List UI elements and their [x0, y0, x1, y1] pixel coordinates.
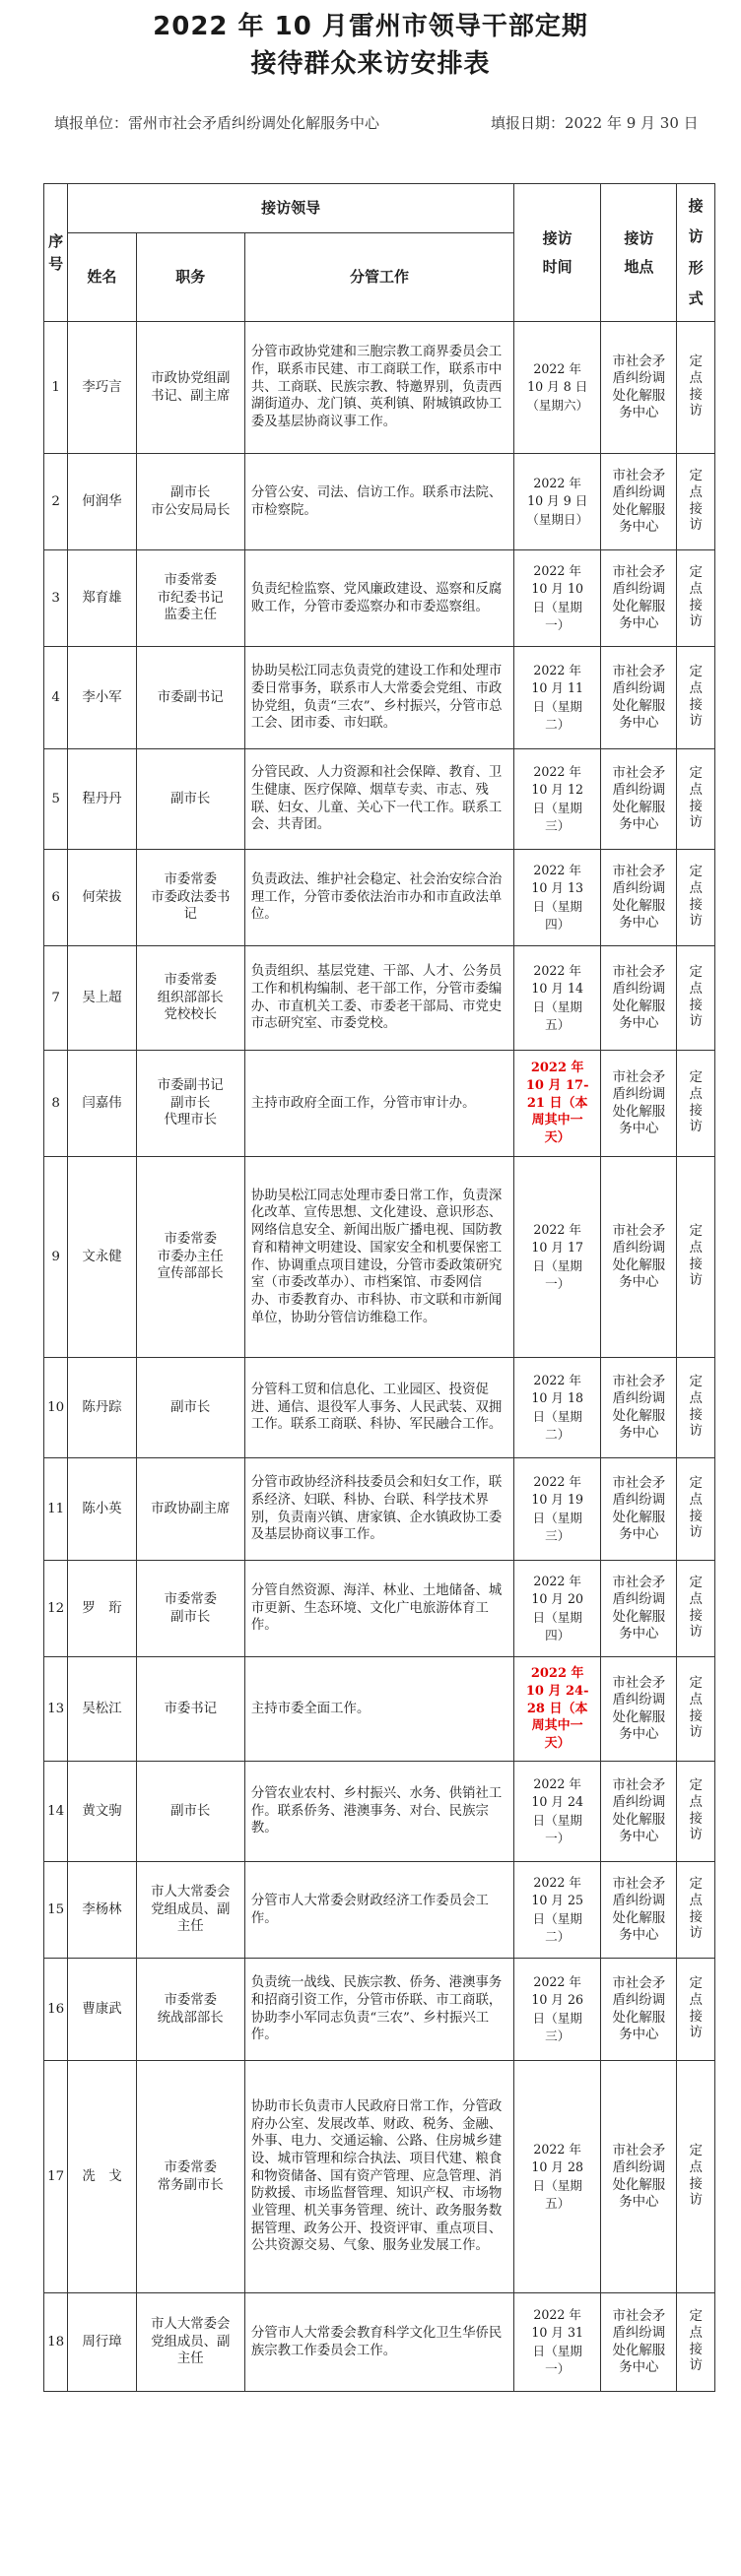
row-position-text: 市人大常委会党组成员、副主任 [151, 2316, 231, 2367]
table-row [44, 1762, 715, 1862]
row-position [136, 550, 244, 647]
row-seq-text: 10 [47, 1399, 65, 1415]
row-name-text: 陈小英 [82, 1501, 122, 1516]
row-position [136, 454, 244, 550]
row-duty [244, 1358, 513, 1458]
row-name [68, 1657, 136, 1762]
row-seq-text: 9 [51, 1249, 60, 1264]
row-location-text: 市社会矛盾纠纷调处化解服务中心 [612, 965, 666, 1031]
row-position [136, 1762, 244, 1862]
row-form [677, 647, 715, 749]
row-seq [44, 550, 68, 647]
row-duty [244, 1561, 513, 1657]
row-location-text: 市社会矛盾纠纷调处化解服务中心 [612, 1476, 666, 1542]
row-time [514, 1762, 601, 1862]
row-name [68, 454, 136, 550]
row-time [514, 1458, 601, 1561]
row-time [514, 454, 601, 550]
row-form-text: 定点接访 [689, 965, 703, 1030]
row-location [601, 1657, 677, 1762]
row-duty-text: 主持市委全面工作。 [250, 1701, 370, 1716]
row-position-text: 副市长 [170, 791, 211, 806]
row-position [136, 1862, 244, 1959]
row-time [514, 1959, 601, 2061]
row-duty [244, 1458, 513, 1561]
row-time-text: 2022 年 10 月 24 日（星期一） [531, 1776, 584, 1845]
table-row [44, 454, 715, 550]
row-location-text: 市社会矛盾纠纷调处化解服务中心 [612, 766, 666, 832]
row-duty [244, 1762, 513, 1862]
row-time [514, 749, 601, 850]
table-row [44, 1358, 715, 1458]
row-form-text: 定点接访 [689, 865, 703, 930]
row-form-text: 定点接访 [689, 1676, 703, 1741]
row-location-text: 市社会矛盾纠纷调处化解服务中心 [612, 1375, 666, 1441]
row-location [601, 2061, 677, 2293]
row-location-text: 市社会矛盾纠纷调处化解服务中心 [612, 1778, 666, 1844]
row-seq-text: 16 [47, 2001, 65, 2017]
row-position [136, 1157, 244, 1358]
row-name [68, 1862, 136, 1959]
row-name-text: 周行璋 [82, 2334, 122, 2350]
row-seq-text: 2 [51, 493, 60, 509]
row-form-text: 定点接访 [689, 469, 703, 534]
row-form [677, 850, 715, 946]
row-duty [244, 322, 513, 454]
table-row [44, 850, 715, 946]
row-duty [244, 1959, 513, 2061]
row-seq-text: 4 [51, 689, 60, 705]
row-position [136, 946, 244, 1051]
row-form [677, 454, 715, 550]
row-name [68, 1157, 136, 1358]
row-time-text: 2022 年 10 月 19 日（星期三） [531, 1474, 584, 1543]
row-time [514, 1862, 601, 1959]
row-name [68, 850, 136, 946]
row-seq-text: 7 [51, 990, 60, 1005]
reporting-date: 填报日期：2022 年 9 月 30 日 [491, 114, 699, 132]
row-name-text: 何润华 [82, 493, 122, 509]
row-duty [244, 1157, 513, 1358]
table-row [44, 749, 715, 850]
row-form-text: 定点接访 [689, 565, 703, 630]
row-position-text: 市委常委 市纪委书记 监委主任 [157, 572, 224, 623]
row-seq-text: 1 [51, 379, 60, 395]
row-name [68, 2061, 136, 2293]
row-position-text: 副市长 市公安局局长 [151, 484, 231, 518]
row-time-text: 2022 年 10 月 14 日（星期五） [531, 963, 584, 1032]
row-seq [44, 2061, 68, 2293]
row-duty-text: 协助吴松江同志负责党的建设工作和处理市委日常事务，联系市人大常委会党组、市政协党组，负责“三农”、乡村振兴，分管市总工会、团市委、市妇联。 [250, 664, 503, 732]
row-time-text: 2022 年 10 月 20 日（星期四） [531, 1574, 584, 1642]
row-duty-text: 协助市长负责市人民政府日常工作，分管政府办公室、发展改革、财政、税务、金融、外事、电力、交通运输、公路、住房城乡建设、城市管理和综合执法、项目代建、粮食和物资储备、国有资产管理、应急管理、消防救援、市场监督管理、知识产权、市场物业管理、机关事务管理、统计、政务服务数据管理、政务公开、投资评审、重点项目、公共资源交易、气象、服务业发展工作。 [250, 2098, 503, 2254]
row-duty [244, 1862, 513, 1959]
row-form-text: 定点接访 [689, 2144, 703, 2209]
row-time [514, 1157, 601, 1358]
row-duty-text: 负责政法、维护社会稳定、社会治安综合治理工作，分管市委依法治市办和市直政法单位。 [250, 871, 503, 923]
row-seq [44, 749, 68, 850]
row-location-text: 市社会矛盾纠纷调处化解服务中心 [612, 1676, 666, 1742]
row-seq-text: 5 [51, 791, 60, 806]
row-location [601, 1959, 677, 2061]
row-duty-text: 分管公安、司法、信访工作。联系市法院、市检察院。 [250, 484, 503, 518]
row-duty-text: 分管市政协党建和三胞宗教工商界委员会工作，联系市民建、市工商联工作，联系市中共、工商联、民族宗教、特邀界别，负责西湖街道办、龙门镇、英利镇、附城镇政协工委及基层协商议事工作。 [250, 345, 503, 430]
row-duty [244, 1657, 513, 1762]
row-time-text: 2022 年 10 月 18 日（星期二） [531, 1373, 584, 1442]
row-form-text: 定点接访 [689, 1476, 703, 1541]
row-seq-text: 8 [51, 1095, 60, 1111]
row-position-text: 副市长 [170, 1803, 211, 1819]
row-form [677, 322, 715, 454]
row-duty-text: 负责组织、基层党建、干部、人才、公务员工作和机构编制、老干部工作，分管市委编办、市直机关工委、市委老干部局、市党史市志研究室、市委党校。 [250, 964, 503, 1032]
table-row [44, 946, 715, 1051]
header-form-label: 接访形式 [688, 196, 704, 307]
row-location [601, 1561, 677, 1657]
row-duty [244, 2293, 513, 2392]
page-title-line-2: 接待群众来访安排表 [250, 49, 491, 79]
row-time [514, 1051, 601, 1157]
row-seq [44, 1561, 68, 1657]
row-name [68, 322, 136, 454]
row-location-text: 市社会矛盾纠纷调处化解服务中心 [612, 565, 666, 631]
row-location [601, 850, 677, 946]
row-location-text: 市社会矛盾纠纷调处化解服务中心 [612, 469, 666, 535]
row-form-text: 定点接访 [689, 766, 703, 831]
row-position [136, 1657, 244, 1762]
row-name [68, 2293, 136, 2392]
row-duty-text: 负责统一战线、民族宗教、侨务、港澳事务和招商引资工作，分管市侨联、市工商联，协助李小军同志负责“三农”、乡村振兴工作。 [250, 1975, 503, 2043]
row-position-text: 市委常委 市委办主任 宣传部部长 [157, 1231, 224, 1282]
row-seq [44, 454, 68, 550]
row-time [514, 1657, 601, 1762]
page-title-line-1: 2022 年 10 月雷州市领导干部定期 [153, 12, 588, 41]
row-name-text: 曹康武 [82, 2001, 122, 2017]
row-name-text: 吴上超 [82, 990, 122, 1005]
row-position [136, 1959, 244, 2061]
row-location-text: 市社会矛盾纠纷调处化解服务中心 [612, 1976, 666, 2042]
row-time-text: 2022 年 10 月 28 日（星期五） [531, 2142, 584, 2211]
row-name [68, 946, 136, 1051]
row-seq [44, 1458, 68, 1561]
table-row [44, 1657, 715, 1762]
table-row [44, 1862, 715, 1959]
row-name-text: 吴松江 [82, 1701, 122, 1716]
row-form-text: 定点接访 [689, 1576, 703, 1641]
table-row [44, 1959, 715, 2061]
row-time-text: 2022 年 10 月 26 日（星期三） [531, 1974, 584, 2043]
row-duty-text: 分管市政协经济科技委员会和妇女工作，联系经济、妇联、科协、台联、科学技术界别，负责南兴镇、唐家镇、企水镇政协工委及基层协商议事工作。 [250, 1475, 503, 1543]
row-time-text: 2022 年 10 月 31 日（星期一） [531, 2307, 584, 2376]
header-time-label: 接访时间 [542, 229, 573, 276]
row-time [514, 550, 601, 647]
row-seq [44, 2293, 68, 2392]
row-seq [44, 1959, 68, 2061]
table-row [44, 2293, 715, 2392]
row-form [677, 550, 715, 647]
header-position: 职务 [136, 233, 244, 322]
header-leader-group: 接访领导 [68, 184, 514, 233]
row-duty-text: 主持市政府全面工作，分管市审计办。 [250, 1095, 476, 1111]
table-row [44, 1458, 715, 1561]
row-location-text: 市社会矛盾纠纷调处化解服务中心 [612, 2309, 666, 2375]
row-position-text: 市委常委 组织部部长 党校校长 [157, 972, 224, 1023]
row-time-text: 2022 年 10 月 9 日（星期日） [526, 476, 589, 527]
header-location [601, 184, 677, 322]
header-form [677, 184, 715, 322]
row-name [68, 1762, 136, 1862]
row-location-text: 市社会矛盾纠纷调处化解服务中心 [612, 1224, 666, 1290]
row-location [601, 550, 677, 647]
row-duty [244, 550, 513, 647]
row-duty-text: 分管科工贸和信息化、工业园区、投资促进、通信、退役军人事务、人民武装、双拥工作。联系工商联、科协、军民融合工作。 [250, 1382, 503, 1433]
row-form [677, 1561, 715, 1657]
row-seq-text: 13 [47, 1701, 65, 1716]
header-seq [44, 184, 68, 322]
table-row [44, 1157, 715, 1358]
row-seq [44, 1657, 68, 1762]
reporting-unit: 填报单位：雷州市社会矛盾纠纷调处化解服务中心 [54, 114, 380, 132]
row-seq [44, 1358, 68, 1458]
row-form [677, 2061, 715, 2293]
row-time-text: 2022 年 10 月 25 日（星期二） [531, 1875, 584, 1944]
row-duty [244, 749, 513, 850]
row-name [68, 1358, 136, 1458]
row-time-text: 2022 年 10 月 24-28 日（本周其中一天） [525, 1666, 589, 1751]
row-name-text: 李巧言 [82, 379, 122, 395]
row-time-text: 2022 年 10 月 17 日（星期一） [531, 1222, 584, 1291]
row-form-text: 定点接访 [689, 1778, 703, 1843]
row-location [601, 1458, 677, 1561]
row-duty-text: 负责纪检监察、党风廉政建设、巡察和反腐败工作，分管市委巡察办和市委巡察组。 [250, 581, 503, 614]
row-form [677, 1358, 715, 1458]
table-row [44, 322, 715, 454]
row-seq [44, 850, 68, 946]
row-form [677, 1862, 715, 1959]
row-position-text: 市委常委 副市长 [164, 1591, 218, 1625]
row-position-text: 市政协副主席 [151, 1501, 231, 1516]
row-form [677, 1657, 715, 1762]
row-seq-text: 17 [47, 2168, 65, 2184]
row-location-text: 市社会矛盾纠纷调处化解服务中心 [612, 2144, 666, 2210]
row-location-text: 市社会矛盾纠纷调处化解服务中心 [612, 354, 666, 420]
row-position [136, 647, 244, 749]
row-duty [244, 454, 513, 550]
row-time-text: 2022 年 10 月 8 日（星期六） [526, 361, 589, 413]
row-location-text: 市社会矛盾纠纷调处化解服务中心 [612, 1877, 666, 1943]
row-location [601, 1762, 677, 1862]
row-form [677, 1458, 715, 1561]
row-duty [244, 2061, 513, 2293]
row-seq-text: 15 [47, 1901, 65, 1917]
row-form-text: 定点接访 [689, 1877, 703, 1942]
row-time [514, 2061, 601, 2293]
row-form [677, 1959, 715, 2061]
table-row [44, 2061, 715, 2293]
row-duty [244, 647, 513, 749]
header-name: 姓名 [68, 233, 136, 322]
schedule-table [43, 183, 715, 2392]
row-location [601, 454, 677, 550]
row-position-text: 副市长 [170, 1399, 211, 1415]
row-time [514, 2293, 601, 2392]
row-form-text: 定点接访 [689, 1070, 703, 1135]
row-location [601, 1157, 677, 1358]
row-duty [244, 946, 513, 1051]
header-time [514, 184, 601, 322]
row-form [677, 749, 715, 850]
table-row [44, 647, 715, 749]
row-duty [244, 850, 513, 946]
row-name [68, 1561, 136, 1657]
row-form-text: 定点接访 [689, 1375, 703, 1440]
row-time-text: 2022 年 10 月 12 日（星期三） [531, 764, 584, 833]
row-duty-text: 分管农业农村、乡村振兴、水务、供销社工作。联系侨务、港澳事务、对台、民族宗教。 [250, 1785, 503, 1836]
row-position [136, 749, 244, 850]
row-form-text: 定点接访 [689, 1976, 703, 2041]
row-name-text: 文永健 [82, 1249, 122, 1264]
row-time-text: 2022 年 10 月 13 日（星期四） [531, 863, 584, 932]
row-position [136, 2293, 244, 2392]
row-duty [244, 1051, 513, 1157]
row-seq [44, 1762, 68, 1862]
row-duty-text: 协助吴松江同志处理市委日常工作，负责深化改革、宣传思想、文化建设、意识形态、网络信息安全、新闻出版广播电视、国防教育和精神文明建设、国家安全和机要保密工作、协调重点项目建设，分管市委政策研究室（市委改革办）、市档案馆、市委网信办、市委教育办、市科协、市文联和市新闻单位，协助分管信访维稳工作。 [250, 1188, 503, 1325]
row-location [601, 946, 677, 1051]
row-form-text: 定点接访 [689, 1224, 703, 1289]
header-seq-label: 序号 [48, 232, 64, 273]
row-form-text: 定点接访 [689, 2309, 703, 2374]
row-seq-text: 6 [51, 889, 60, 905]
row-seq [44, 1862, 68, 1959]
table-row [44, 1561, 715, 1657]
table-header-row-1 [44, 184, 715, 233]
row-seq [44, 647, 68, 749]
row-name-text: 黄文驹 [82, 1803, 122, 1819]
row-position-text: 市委常委 统战部部长 [157, 1992, 224, 2026]
row-seq [44, 1157, 68, 1358]
header-location-label: 接访地点 [624, 229, 654, 276]
row-name [68, 1458, 136, 1561]
row-name-text: 李小军 [82, 689, 122, 705]
row-name-text: 何荣拔 [82, 889, 122, 905]
row-time-text: 2022 年 10 月 17-21 日（本周其中一天） [525, 1061, 589, 1145]
row-duty-text: 分管自然资源、海洋、林业、土地储备、城市更新、生态环境、文化广电旅游体育工作。 [250, 1582, 503, 1634]
row-position [136, 1358, 244, 1458]
row-position-text: 市委书记 [164, 1701, 218, 1716]
row-position [136, 1561, 244, 1657]
row-name [68, 1959, 136, 2061]
row-seq-text: 14 [47, 1803, 65, 1819]
row-name [68, 647, 136, 749]
row-form-text: 定点接访 [689, 665, 703, 730]
row-form [677, 1051, 715, 1157]
row-position [136, 2061, 244, 2293]
row-form-text: 定点接访 [689, 354, 703, 419]
row-seq [44, 322, 68, 454]
row-position-text: 市政协党组副书记、副主席 [151, 370, 231, 404]
row-time [514, 647, 601, 749]
row-location [601, 322, 677, 454]
row-location [601, 2293, 677, 2392]
row-position-text: 市委常委 市委政法委书记 [151, 871, 231, 923]
row-position [136, 1458, 244, 1561]
row-name [68, 749, 136, 850]
row-location [601, 1862, 677, 1959]
row-location-text: 市社会矛盾纠纷调处化解服务中心 [612, 865, 666, 931]
row-position [136, 322, 244, 454]
row-seq [44, 946, 68, 1051]
row-location-text: 市社会矛盾纠纷调处化解服务中心 [612, 1576, 666, 1642]
row-seq-text: 3 [51, 590, 60, 606]
row-name [68, 1051, 136, 1157]
row-name-text: 冼 戈 [82, 2168, 122, 2184]
row-time [514, 946, 601, 1051]
row-seq-text: 11 [47, 1501, 65, 1516]
row-seq [44, 1051, 68, 1157]
row-name-text: 罗 珩 [82, 1600, 122, 1616]
row-seq-text: 12 [47, 1600, 65, 1616]
row-time-text: 2022 年 10 月 10 日（星期一） [531, 563, 584, 632]
row-name-text: 郑育雄 [82, 590, 122, 606]
row-position-text: 市委常委 常务副市长 [157, 2159, 224, 2193]
row-location [601, 1358, 677, 1458]
row-location [601, 749, 677, 850]
table-row [44, 550, 715, 647]
row-position [136, 1051, 244, 1157]
row-location-text: 市社会矛盾纠纷调处化解服务中心 [612, 1070, 666, 1136]
row-name-text: 陈丹踪 [82, 1399, 122, 1415]
row-location [601, 1051, 677, 1157]
row-seq-text: 18 [47, 2334, 65, 2350]
row-name [68, 550, 136, 647]
row-position-text: 市人大常委会党组成员、副主任 [151, 1884, 231, 1935]
schedule-rows [44, 322, 715, 2392]
row-position [136, 850, 244, 946]
table-row [44, 1051, 715, 1157]
row-form [677, 1762, 715, 1862]
row-form [677, 1157, 715, 1358]
row-duty-text: 分管民政、人力资源和社会保障、教育、卫生健康、医疗保障、烟草专卖、市志、残联、妇女、儿童、关心下一代工作。联系工会、共青团。 [250, 765, 503, 833]
row-time-text: 2022 年 10 月 11 日（星期二） [531, 663, 584, 732]
row-time [514, 1561, 601, 1657]
row-duty-text: 分管市人大常委会财政经济工作委员会工作。 [250, 1893, 489, 1926]
row-location [601, 647, 677, 749]
row-name-text: 李杨林 [82, 1901, 122, 1917]
row-position-text: 市委副书记 副市长 代理市长 [157, 1077, 224, 1128]
row-form [677, 946, 715, 1051]
row-name-text: 程丹丹 [82, 791, 122, 806]
row-time [514, 850, 601, 946]
row-form [677, 2293, 715, 2392]
row-location-text: 市社会矛盾纠纷调处化解服务中心 [612, 665, 666, 731]
row-position-text: 市委副书记 [157, 689, 224, 705]
row-duty-text: 分管市人大常委会教育科学文化卫生华侨民族宗教工作委员会工作。 [250, 2325, 503, 2358]
header-duty: 分管工作 [244, 233, 513, 322]
row-time [514, 322, 601, 454]
row-time [514, 1358, 601, 1458]
row-name-text: 闫嘉伟 [82, 1095, 122, 1111]
